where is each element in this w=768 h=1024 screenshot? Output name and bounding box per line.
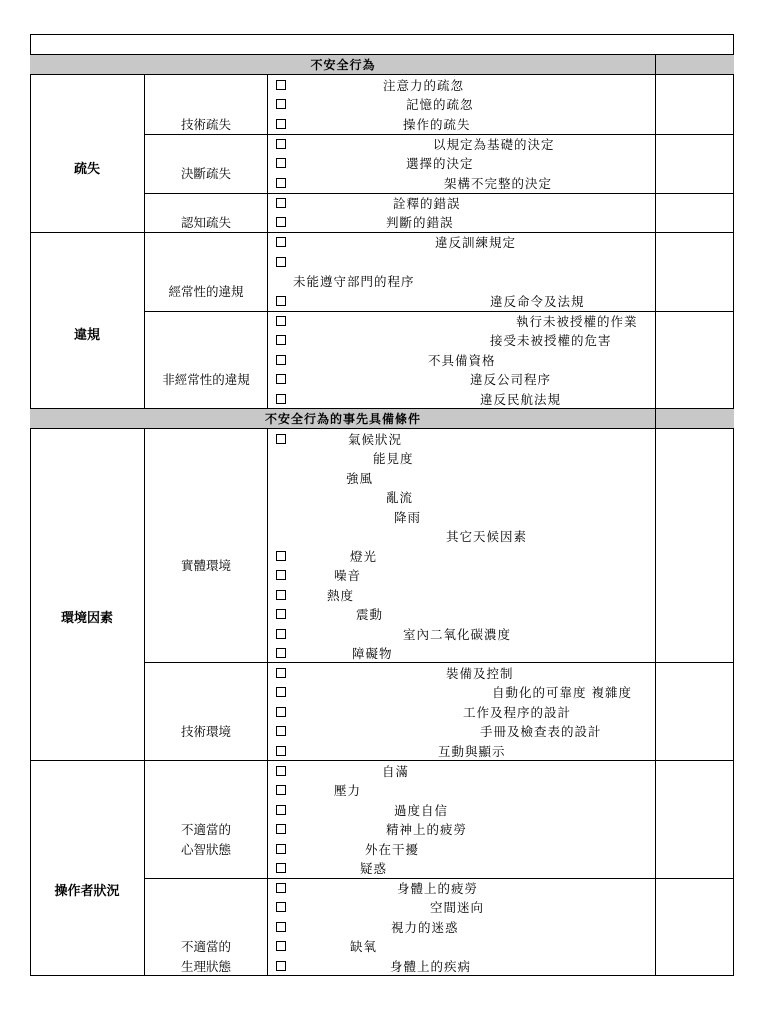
item-label: 工作及程序的設計	[463, 705, 572, 720]
checklist-item	[268, 331, 656, 351]
item-label: 身體上的疲勞	[397, 881, 479, 896]
divider	[30, 428, 734, 429]
checklist-item	[268, 937, 656, 957]
checkbox[interactable]	[276, 941, 286, 951]
checklist-item	[268, 840, 656, 860]
item-label: 氣候狀況	[348, 432, 403, 447]
checkbox[interactable]	[276, 217, 286, 227]
checkbox[interactable]	[276, 844, 286, 854]
checklist-item	[268, 625, 656, 645]
item-label: 亂流	[386, 490, 414, 505]
item-label: 外在干擾	[365, 842, 420, 857]
item-label: 以規定為基礎的決定	[433, 137, 555, 152]
checklist-item	[268, 762, 656, 782]
checkbox[interactable]	[276, 824, 286, 834]
category-errors: 疏失	[73, 162, 100, 177]
checklist-item	[268, 508, 656, 528]
table-border-top	[30, 34, 734, 35]
section-title-unsafe-acts: 不安全行為	[310, 58, 376, 72]
subgroup-technological-environment: 技術環境	[180, 724, 231, 739]
item-label: 身體上的疾病	[390, 959, 472, 974]
item-label: 裝備及控制	[446, 666, 514, 681]
checklist-item	[268, 135, 656, 155]
checkbox[interactable]	[276, 198, 286, 208]
checklist-item	[268, 272, 656, 292]
item-label: 互動與顯示	[438, 744, 506, 759]
item-label: 其它天候因素	[446, 529, 528, 544]
checkbox[interactable]	[276, 668, 286, 678]
subgroup-physiological-state-line2: 生理狀態	[180, 959, 231, 974]
checkbox[interactable]	[276, 863, 286, 873]
checkbox[interactable]	[276, 316, 286, 326]
checkbox[interactable]	[276, 178, 286, 188]
checklist-item	[268, 213, 656, 233]
checkbox[interactable]	[276, 590, 286, 600]
checklist-item	[268, 918, 656, 938]
checkbox[interactable]	[276, 707, 286, 717]
checkbox[interactable]	[276, 785, 286, 795]
checklist-item	[268, 292, 656, 312]
checklist-item	[268, 449, 656, 469]
checklist-table	[30, 34, 734, 976]
item-label: 視力的迷惑	[391, 920, 459, 935]
checklist-item	[268, 605, 656, 625]
item-label: 執行未被授權的作業	[516, 314, 638, 329]
checkbox[interactable]	[276, 922, 286, 932]
checkbox[interactable]	[276, 99, 286, 109]
checklist-item	[268, 253, 656, 273]
checkbox[interactable]	[276, 139, 286, 149]
item-label: 室內二氧化碳濃度	[403, 627, 512, 642]
checklist-item	[268, 312, 656, 332]
item-label: 降雨	[394, 510, 422, 525]
checklist-item	[268, 566, 656, 586]
item-label: 未能遵守部門的程序	[293, 274, 415, 289]
category-violations: 違規	[73, 328, 100, 343]
checklist-item	[268, 547, 656, 567]
item-label: 選擇的決定	[406, 156, 474, 171]
item-label: 手冊及檢查表的設計	[480, 724, 602, 739]
column-divider	[144, 428, 145, 976]
checkbox[interactable]	[276, 961, 286, 971]
checkbox[interactable]	[276, 335, 286, 345]
checkbox[interactable]	[276, 629, 286, 639]
checklist-item	[268, 430, 656, 450]
checklist-item	[268, 527, 656, 547]
checklist-item	[268, 586, 656, 606]
subgroup-physical-environment: 實體環境	[180, 558, 231, 573]
subgroup-mental-state-line1: 不適當的	[180, 822, 231, 837]
checklist-item	[268, 95, 656, 115]
item-label: 壓力	[334, 783, 362, 798]
item-label: 詮釋的錯誤	[393, 196, 461, 211]
checklist-item	[268, 801, 656, 821]
checkbox[interactable]	[276, 570, 286, 580]
checkbox[interactable]	[276, 805, 286, 815]
checklist-item	[268, 722, 656, 742]
item-label: 燈光	[350, 549, 378, 564]
subgroup-mental-state-line2: 心智狀態	[180, 842, 231, 857]
item-label: 違反訓練規定	[435, 235, 517, 250]
item-label: 記憶的疏忽	[406, 97, 474, 112]
checkbox[interactable]	[276, 237, 286, 247]
checkbox[interactable]	[276, 687, 286, 697]
checkbox[interactable]	[276, 551, 286, 561]
divider	[30, 74, 734, 75]
checkbox[interactable]	[276, 609, 286, 619]
checklist-item	[268, 664, 656, 684]
item-label: 空間迷向	[430, 900, 485, 915]
checklist-item	[268, 370, 656, 390]
item-label: 接受未被授權的危害	[490, 333, 612, 348]
item-label: 架構不完整的決定	[444, 176, 553, 191]
item-label: 自動化的可靠度 複雜度	[492, 685, 632, 700]
checkbox[interactable]	[276, 648, 286, 658]
item-label: 疑惑	[360, 861, 388, 876]
item-label: 操作的疏失	[403, 117, 471, 132]
item-label: 注意力的疏忽	[383, 78, 465, 93]
checkbox[interactable]	[276, 119, 286, 129]
checklist-item	[268, 957, 656, 977]
checkbox[interactable]	[276, 296, 286, 306]
subgroup-decision-errors: 決斷疏失	[180, 166, 231, 181]
checkbox[interactable]	[276, 80, 286, 90]
subgroup-perceptual-errors: 認知疏失	[180, 215, 231, 230]
section-title-preconditions: 不安全行為的事先具備條件	[264, 412, 421, 426]
checkbox[interactable]	[276, 902, 286, 912]
table-border-right	[733, 34, 734, 976]
item-label: 過度自信	[394, 803, 449, 818]
checklist-item	[268, 683, 656, 703]
item-label: 障礙物	[352, 646, 393, 661]
subgroup-exceptional-violations: 非經常性的違規	[162, 372, 250, 387]
checklist-item	[268, 174, 656, 194]
item-label: 能見度	[373, 451, 414, 466]
checklist-item	[268, 233, 656, 253]
checklist-item	[268, 879, 656, 899]
checkbox[interactable]	[276, 766, 286, 776]
category-operator-condition: 操作者狀況	[54, 884, 120, 899]
item-label: 違反民航法規	[480, 392, 562, 407]
checklist-item	[268, 742, 656, 762]
checklist-item	[268, 859, 656, 879]
checklist-item	[268, 154, 656, 174]
checkbox[interactable]	[276, 158, 286, 168]
checklist-item	[268, 488, 656, 508]
item-label: 精神上的疲勞	[386, 822, 468, 837]
item-label: 判斷的錯誤	[386, 215, 454, 230]
item-label: 不具備資格	[428, 353, 496, 368]
checklist-item	[268, 898, 656, 918]
subgroup-skill-errors: 技術疏失	[180, 117, 231, 132]
category-environmental-factors: 環境因素	[60, 611, 113, 626]
checkbox[interactable]	[276, 355, 286, 365]
checklist-item	[268, 390, 656, 410]
checkbox[interactable]	[276, 746, 286, 756]
checklist-item	[268, 351, 656, 371]
item-label: 違反公司程序	[470, 372, 552, 387]
item-label: 缺氧	[350, 939, 378, 954]
checkbox[interactable]	[276, 394, 286, 404]
item-label: 震動	[356, 607, 384, 622]
item-label: 自滿	[382, 764, 410, 779]
checklist-item	[268, 115, 656, 135]
subgroup-physiological-state-line1: 不適當的	[180, 939, 231, 954]
item-label: 熱度	[327, 588, 355, 603]
checklist-item	[268, 703, 656, 723]
checkbox[interactable]	[276, 374, 286, 384]
checkbox[interactable]	[276, 257, 286, 267]
checklist-item	[268, 76, 656, 96]
checklist-item	[268, 469, 656, 489]
checklist-item	[268, 194, 656, 214]
checkbox[interactable]	[276, 726, 286, 736]
item-label: 違反命令及法規	[490, 294, 585, 309]
checklist-item	[268, 644, 656, 664]
item-label: 噪音	[334, 568, 362, 583]
subgroup-routine-violations: 經常性的違規	[168, 284, 244, 299]
checkbox[interactable]	[276, 883, 286, 893]
item-label: 強風	[346, 471, 374, 486]
checkbox[interactable]	[276, 434, 286, 444]
checklist-item	[268, 820, 656, 840]
checklist-item	[268, 781, 656, 801]
